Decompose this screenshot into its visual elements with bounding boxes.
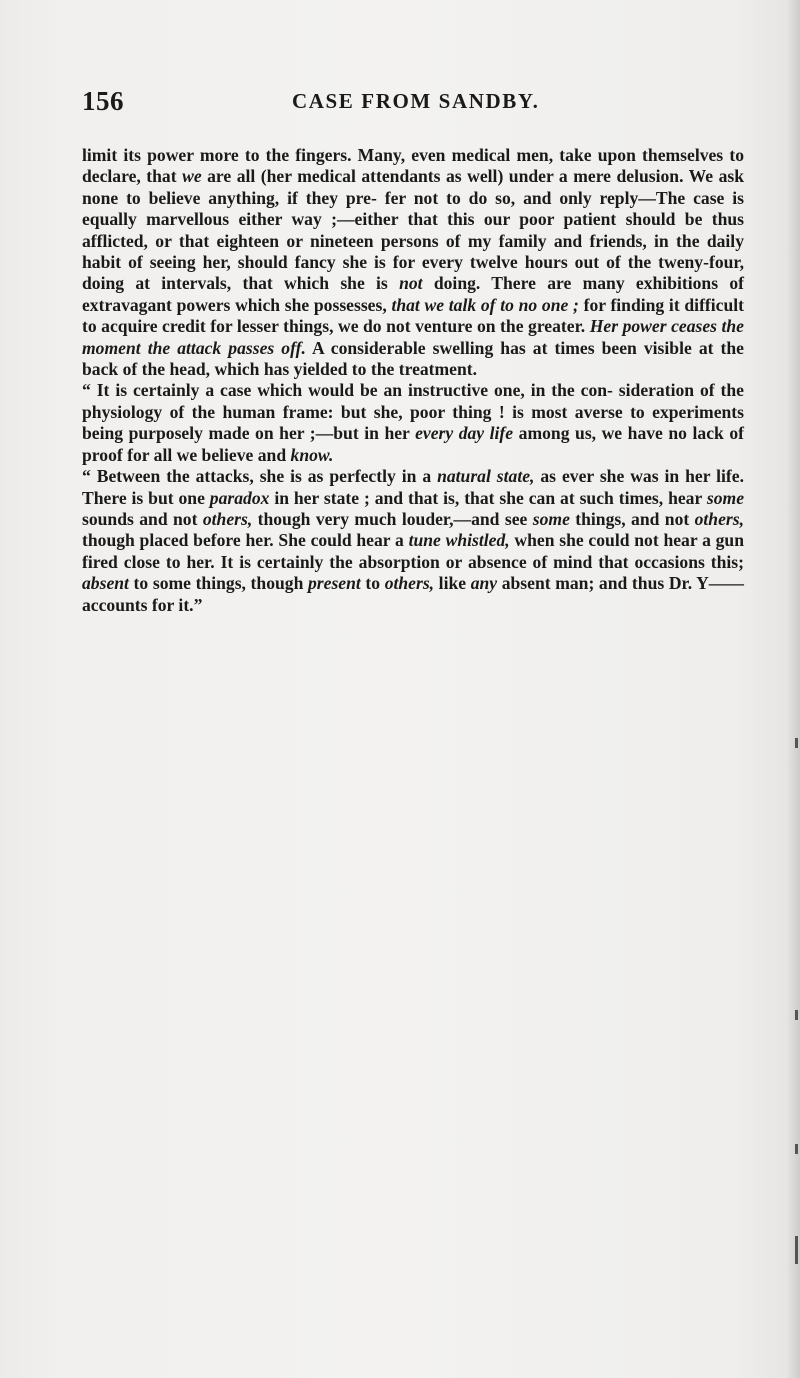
- text-run: things, and not: [569, 508, 695, 529]
- text-run: sounds and not: [82, 508, 203, 529]
- italic-text: others,: [202, 508, 253, 529]
- paragraph: [82, 466, 744, 616]
- paragraph: [82, 380, 744, 466]
- italic-text: paradox: [209, 487, 270, 508]
- italic-text: absent: [82, 573, 129, 594]
- italic-text: that we talk of to no one ;: [391, 294, 579, 315]
- page-header: [82, 86, 742, 122]
- text-run: in her state ; and that is, that she can at such times, hear: [269, 487, 707, 508]
- italic-text: others,: [694, 508, 744, 529]
- text-run: to: [360, 573, 385, 594]
- text-run: though very much louder,—and see: [252, 508, 533, 529]
- text-run: “ It is certainly a case which would be an instructive one, in the con- sideration of the physiology of the human frame: but she, poor thing ! is most averse to experiments being purposely made on her ;—but in her: [82, 380, 744, 444]
- scan-edge-mark: [795, 1010, 798, 1020]
- italic-text: tune whistled,: [408, 530, 510, 551]
- italic-text: every day life: [415, 423, 514, 444]
- italic-text: others,: [384, 573, 435, 594]
- page-number: 156: [82, 86, 124, 116]
- italic-text: any: [470, 573, 498, 594]
- italic-text: present: [308, 573, 361, 594]
- italic-text: we: [182, 166, 202, 187]
- text-run: “ Between the attacks, she is as perfectly in a: [82, 466, 438, 487]
- italic-text: know.: [290, 444, 334, 465]
- page-edge-shadow: [786, 0, 800, 1378]
- text-run: as ever she was in her life. There is but one: [82, 466, 744, 508]
- text-run: to some things, though: [128, 573, 308, 594]
- text-run: though placed before her. She could hear a: [82, 530, 409, 551]
- italic-text: natural state,: [437, 466, 535, 487]
- running-head: CASE FROM SANDBY.: [292, 89, 540, 113]
- italic-text: some: [532, 508, 570, 529]
- text-run: doing. There are many exhibitions of extravagant powers which she possesses,: [82, 273, 744, 315]
- scan-edge-mark: [795, 1236, 798, 1264]
- text-run: among us, we have no lack of proof for all we believe and: [82, 423, 745, 465]
- paragraph: [82, 145, 744, 380]
- text-run: for finding it difficult to acquire credit for lesser things, we do not venture on the greater.: [82, 294, 745, 337]
- text-run: are all (her medical attendants as well) under a mere delusion. We ask none to believe anything, if they pre- fer not to do so, and only reply—The case is equally marvellous either way ;—either that this our poor patient should be thus afflicted, or that eighteen or nineteen persons of my family and friends, in the daily habit of seeing her, should fancy she is for every twelve hours out of the tweny-four, doing at intervals, that which she is: [82, 166, 744, 294]
- scan-edge-mark: [795, 738, 798, 748]
- text-run: limit its power more to the fingers. Many, even medical men, take upon themselves to declare, that: [82, 145, 744, 187]
- body-text: [82, 145, 744, 616]
- italic-text: Her power ceases the moment the attack passes off.: [82, 316, 744, 358]
- italic-text: some: [706, 487, 744, 508]
- text-run: when she could not hear a gun fired close to her. It is certainly the absorption or absence of mind that occasions this;: [82, 530, 744, 572]
- scan-edge-mark: [795, 1144, 798, 1154]
- text-run: A considerable swelling has at times been visible at the back of the head, which has yielded to the treatment.: [82, 337, 744, 380]
- text-run: like: [434, 573, 471, 594]
- italic-text: not: [399, 273, 423, 294]
- text-run: absent man; and thus Dr. Y—— accounts for it.”: [82, 573, 744, 615]
